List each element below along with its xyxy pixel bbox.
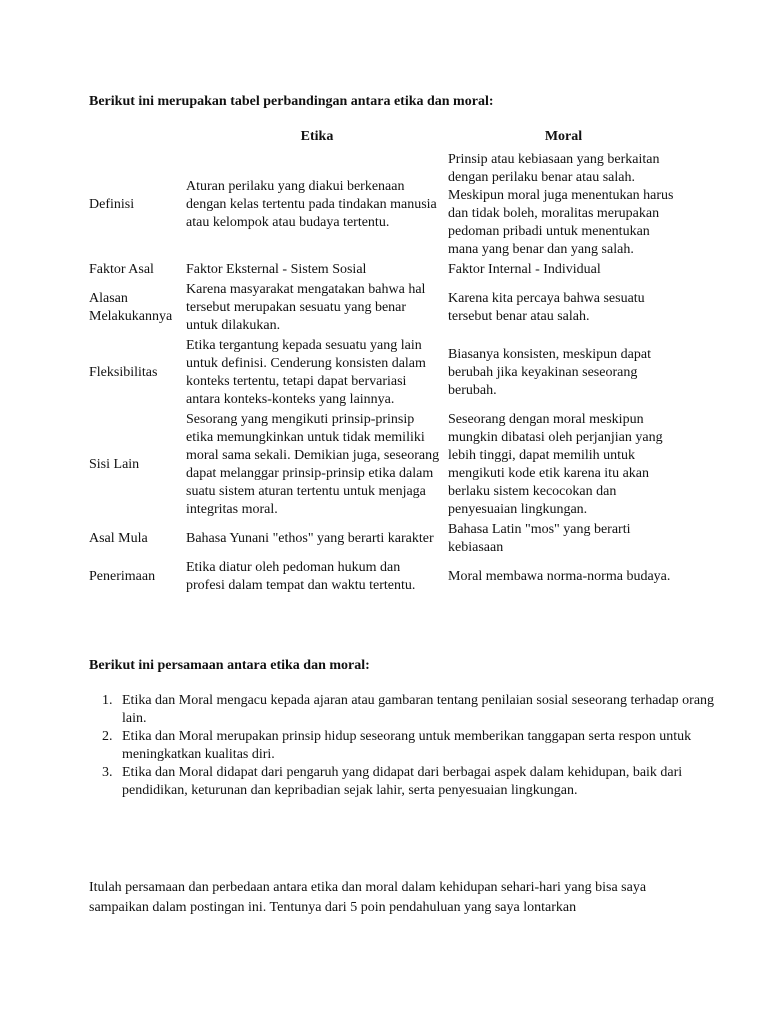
- header-etika: Etika: [300, 129, 334, 144]
- etika-cell: Karena masyarakat mengatakan bahwa hal tersebut merupakan sesuatu yang benar untuk dilakukan.: [186, 282, 426, 333]
- similarity-list: [89, 692, 722, 800]
- row-label: Definisi: [89, 197, 135, 212]
- etika-cell: Etika tergantung kepada sesuatu yang lain untuk definisi. Cenderung konsisten dalam konteks tertentu, tetapi dapat bervariasi antara konteks-konteks yang lainnya.: [186, 338, 426, 407]
- moral-cell: Faktor Internal - Individual: [448, 262, 601, 277]
- header-moral: Moral: [544, 129, 583, 144]
- row-label: Faktor Asal: [89, 262, 154, 277]
- moral-cell: Bahasa Latin "mos" yang berarti kebiasaan: [448, 522, 631, 555]
- row-label: Alasan Melakukannya: [89, 291, 173, 324]
- list-text: Etika dan Moral mengacu kepada ajaran atau gambaran tentang penilaian sosial seseorang terhadap orang lain.: [122, 693, 715, 726]
- list-text: Etika dan Moral didapat dari pengaruh yang didapat dari berbagai aspek dalam kehidupan, baik dari pendidikan, keturunan dan kepribadian sejak lahir, serta penyesuaian lingkungan.: [122, 765, 683, 798]
- moral-cell: Seseorang dengan moral meskipun mungkin dibatasi oleh perjanjian yang lebih tinggi, dapat memilih untuk mengikuti kode etik karena itu akan berlaku sistem kecocokan dan penyesuaian lingkungan.: [448, 412, 663, 517]
- header-empty: [89, 128, 186, 150]
- list-item: [102, 764, 722, 800]
- etika-cell: Etika diatur oleh pedoman hukum dan profesi dalam tempat dan waktu tertentu.: [186, 560, 416, 593]
- comparison-table: [89, 128, 679, 596]
- table-row-sisi-lain: [89, 410, 679, 520]
- table-header-row: [89, 128, 679, 150]
- row-label: Asal Mula: [89, 531, 148, 546]
- list-number: 3.: [102, 765, 113, 780]
- row-label: Sisi Lain: [89, 457, 140, 472]
- moral-cell: Prinsip atau kebiasaan yang berkaitan dengan perilaku benar atau salah. Meskipun moral juga menentukan harus dan tidak boleh, moralitas merupakan pedoman pribadi untuk menentukan mana yang benar dan yang salah.: [448, 152, 674, 257]
- table-row-fleksibilitas: [89, 336, 679, 410]
- row-label: Fleksibilitas: [89, 365, 158, 380]
- table-row-asal-mula: [89, 520, 679, 558]
- row-label: Penerimaan: [89, 569, 156, 584]
- list-number: 2.: [102, 729, 113, 744]
- moral-cell: Karena kita percaya bahwa sesuatu tersebut benar atau salah.: [448, 291, 645, 324]
- closing-paragraph: Itulah persamaan dan perbedaan antara etika dan moral dalam kehidupan sehari-hari yang bisa saya sampaikan dalam postingan ini. Tentunya dari 5 poin pendahuluan yang saya lontarkan: [89, 880, 647, 915]
- table-row-alasan: [89, 280, 679, 336]
- table-row-faktor-asal: [89, 260, 679, 280]
- table-row-penerimaan: [89, 558, 679, 596]
- table-row-definisi: [89, 150, 679, 260]
- moral-cell: Biasanya konsisten, meskipun dapat berubah jika keyakinan seseorang berubah.: [448, 347, 651, 398]
- list-text: Etika dan Moral merupakan prinsip hidup seseorang untuk memberikan tanggapan serta respon untuk meningkatkan kualitas diri.: [122, 729, 692, 762]
- list-number: 1.: [102, 693, 113, 708]
- list-item: [102, 728, 722, 764]
- moral-cell: Moral membawa norma-norma budaya.: [448, 569, 671, 584]
- list-item: [102, 692, 722, 728]
- etika-cell: Bahasa Yunani "ethos" yang berarti karakter: [186, 531, 434, 546]
- similarity-heading: Berikut ini persamaan antara etika dan moral:: [89, 658, 370, 673]
- etika-cell: Sesorang yang mengikuti prinsip-prinsip etika memungkinkan untuk tidak memiliki moral sama sekali. Demikian juga, seseorang dapat melanggar prinsip-prinsip etika dalam suatu sistem aturan tertentu untuk menjaga integritas moral.: [186, 412, 440, 517]
- etika-cell: Aturan perilaku yang diakui berkenaan dengan kelas tertentu pada tindakan manusia atau kelompok atau budaya tertentu.: [186, 179, 437, 230]
- table-intro-heading: Berikut ini merupakan tabel perbandingan antara etika dan moral:: [89, 94, 494, 109]
- etika-cell: Faktor Eksternal - Sistem Sosial: [186, 262, 367, 277]
